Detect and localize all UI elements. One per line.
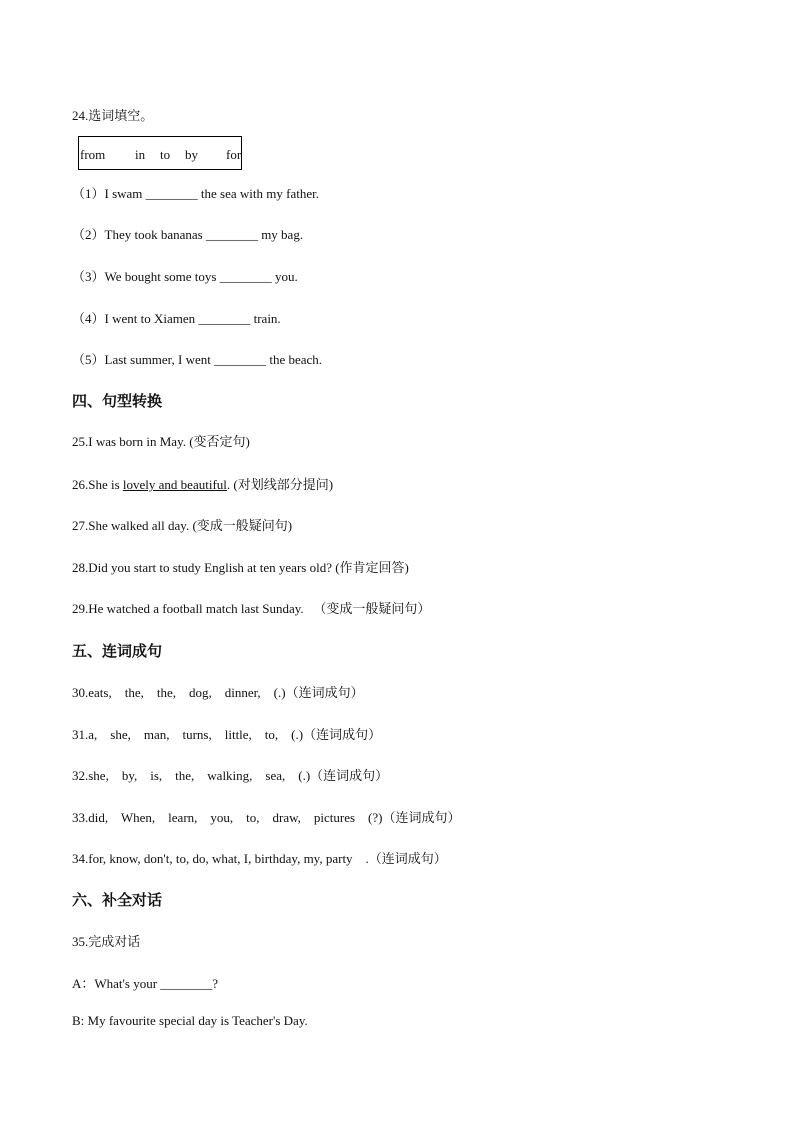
q24-item-4: （4）I went to Xiamen ________ train.: [72, 311, 281, 326]
q34: 34.for, know, don't, to, do, what, I, birthday, my, party .（连词成句）: [72, 851, 447, 866]
q24-item-5: （5）Last summer, I went ________ the beach.: [72, 352, 323, 367]
dialog-line-b: B: My favourite special day is Teacher's Day.: [72, 1013, 308, 1028]
q26-underlined: lovely and beautiful: [122, 477, 227, 492]
word-box: [78, 136, 242, 170]
word-from: from: [80, 147, 106, 162]
word-by: by: [185, 147, 198, 162]
q24-title: 24.选词填空。: [72, 108, 154, 123]
q24-item-2: （2）They took bananas ________ my bag.: [72, 227, 304, 242]
q27: 27.She walked all day. (变成一般疑问句): [72, 518, 293, 533]
q33: 33.did, When, learn, you, to, draw, pictures (?)（连词成句）: [72, 810, 461, 825]
section4-heading: 四、句型转换: [72, 392, 163, 410]
q30: 30.eats, the, the, dog, dinner, (.)（连词成句）: [72, 685, 364, 700]
section5-heading: 五、连词成句: [72, 642, 163, 660]
q24-item-3: （3）We bought some toys ________ you.: [72, 269, 298, 284]
q26: [72, 477, 333, 493]
q24-item-1: （1）I swam ________ the sea with my father.: [72, 186, 319, 201]
q29: 29.He watched a football match last Sunday. （变成一般疑问句）: [72, 601, 431, 616]
dialog-line-a: A：What's your ________?: [72, 976, 219, 991]
word-in: in: [135, 147, 146, 162]
q31: 31.a, she, man, turns, little, to, (.)（连词成句）: [72, 727, 382, 742]
section6-heading: 六、补全对话: [72, 891, 163, 909]
q32: 32.she, by, is, the, walking, sea, (.)（连词成句）: [72, 768, 389, 783]
q25: 25.I was born in May. (变否定句): [72, 434, 250, 449]
q26-prefix: 26.She is: [72, 477, 123, 492]
word-to: to: [160, 147, 171, 162]
word-for: for: [226, 147, 242, 162]
q35: 35.完成对话: [72, 934, 141, 949]
q28: 28.Did you start to study English at ten years old? (作肯定回答): [72, 560, 409, 575]
q26-suffix: . (对划线部分提问): [226, 477, 334, 492]
